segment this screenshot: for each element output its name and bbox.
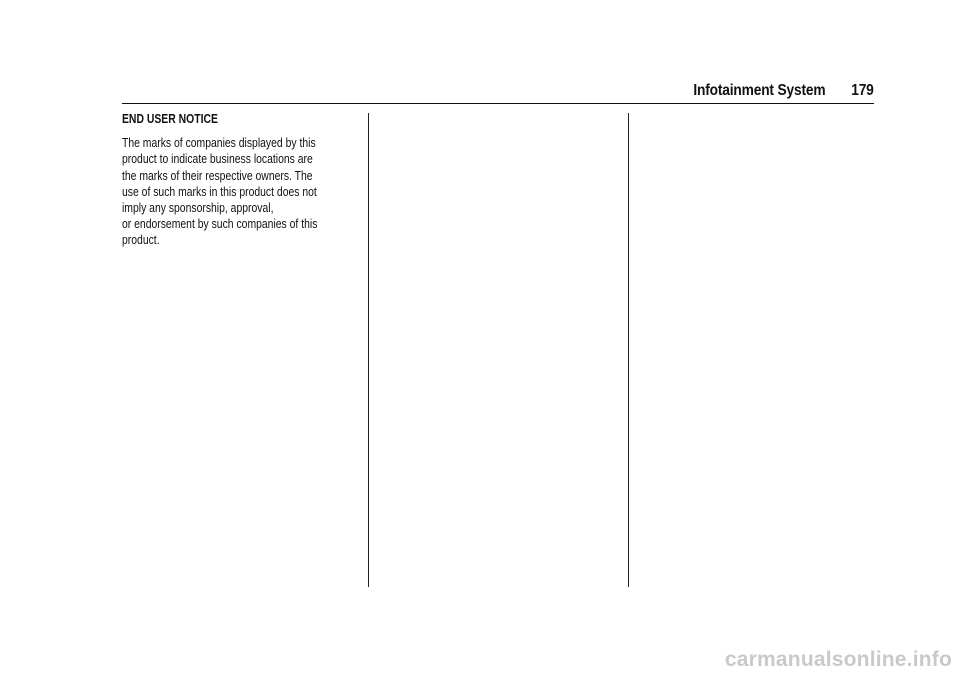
notice-body [122, 135, 346, 248]
page-number: 179 [851, 82, 874, 99]
notice-line: product to indicate business locations are [122, 151, 313, 167]
notice-line: use of such marks in this product does not [122, 183, 317, 199]
section-title: Infotainment System [693, 82, 826, 99]
page-header [694, 82, 874, 100]
header-rule [122, 103, 874, 104]
column-divider-right [628, 113, 629, 587]
notice-line: or endorsement by such companies of this [122, 216, 318, 232]
watermark: carmanualsonline.info [724, 648, 952, 671]
notice-line: imply any sponsorship, approval, [122, 200, 274, 216]
notice-heading: END USER NOTICE [122, 111, 218, 126]
left-column [122, 111, 346, 249]
notice-line: the marks of their respective owners. The [122, 167, 313, 183]
column-divider-left [368, 113, 369, 587]
notice-line: The marks of companies displayed by this [122, 135, 316, 151]
notice-line: product. [122, 232, 160, 248]
